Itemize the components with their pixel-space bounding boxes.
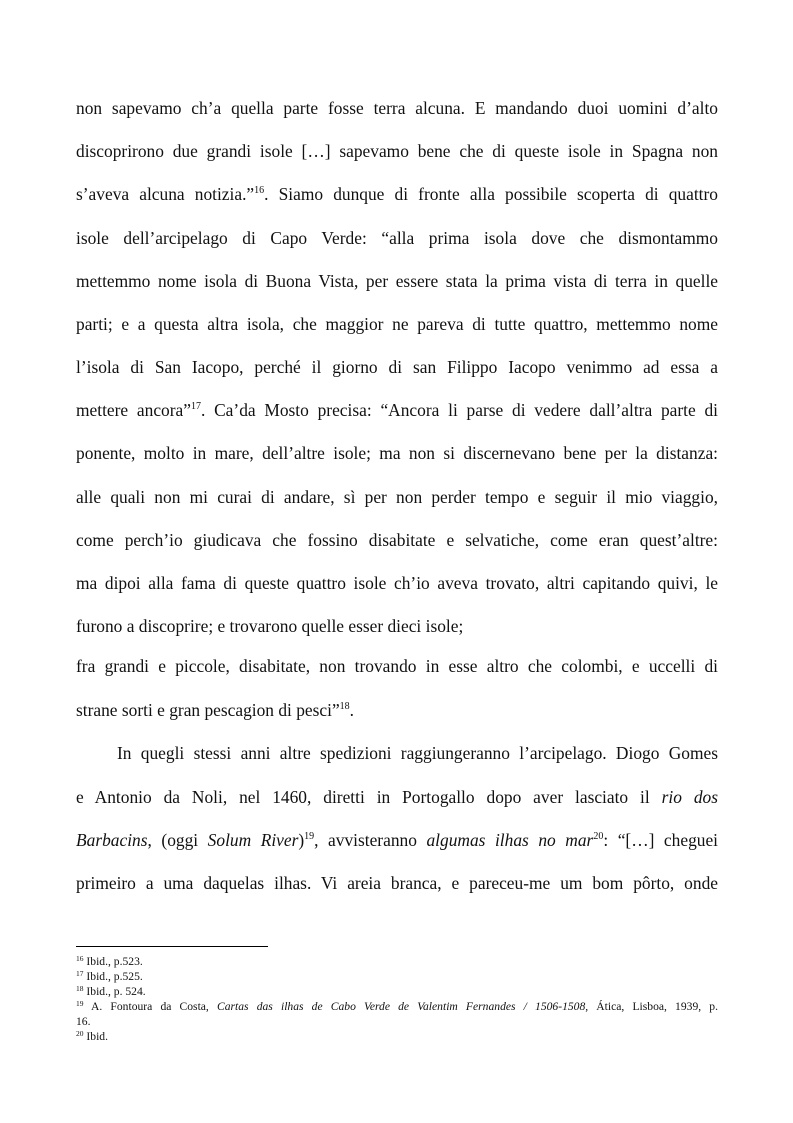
body-line-11 bbox=[76, 529, 718, 551]
line-10-text: alle quali non mi curai di andare, sì per non perder tempo e seguir il mio viaggio, bbox=[76, 487, 718, 507]
line-18-text-d: : “[…] cheguei bbox=[603, 830, 719, 850]
body-line-7 bbox=[76, 356, 718, 378]
footnote-text-18: Ibid., p. 524. bbox=[86, 985, 146, 998]
footnote-number-20: 20 bbox=[76, 1029, 84, 1038]
footnote-19 bbox=[76, 1000, 718, 1013]
line-3-text-b: . Siamo dunque di fronte alla possibile scoperta di quattro bbox=[264, 184, 718, 204]
line-1-text: non sapevamo ch’a quella parte fosse terra alcuna. E mandando duoi uomini d’alto bbox=[76, 98, 718, 118]
footnote-19-continuation bbox=[76, 1015, 718, 1028]
body-line-16 bbox=[117, 742, 718, 764]
footnote-text-19-a: A. Fontoura da Costa, bbox=[91, 1000, 209, 1013]
line-14-text: fra grandi e piccole, disabitate, non trovando in esse altro che colombi, e uccelli di bbox=[76, 656, 718, 676]
line-3-text-a: s’aveva alcuna notizia.” bbox=[76, 184, 255, 204]
footnote-ref-20[interactable]: 20 bbox=[593, 831, 604, 842]
line-19-text: primeiro a uma daquelas ilhas. Vi areia branca, e pareceu-me um bom pôrto, onde bbox=[76, 873, 718, 893]
footnote-separator bbox=[76, 946, 268, 947]
line-12-text: ma dipoi alla fama di queste quattro isole ch’io aveva trovato, altri capitando quivi, le bbox=[76, 573, 718, 593]
footnote-18 bbox=[76, 985, 718, 998]
italic-algumas-ilhas: algumas ilhas no mar bbox=[426, 830, 594, 850]
italic-solum-river: Solum River bbox=[207, 830, 299, 850]
line-16-text: In quegli stessi anni altre spedizioni raggiungeranno l’arcipelago. Diogo Gomes bbox=[117, 743, 718, 763]
footnote-ref-17[interactable]: 17 bbox=[190, 401, 201, 412]
footnote-ref-19[interactable]: 19 bbox=[304, 831, 315, 842]
footnote-16 bbox=[76, 955, 718, 968]
body-line-14 bbox=[76, 655, 718, 677]
body-line-9 bbox=[76, 442, 718, 464]
body-line-17 bbox=[76, 786, 718, 808]
footnote-text-20: Ibid. bbox=[86, 1030, 108, 1043]
footnote-20 bbox=[76, 1030, 718, 1043]
footnote-number-18: 18 bbox=[76, 984, 84, 993]
body-line-1 bbox=[76, 97, 718, 119]
body-line-4 bbox=[76, 227, 718, 249]
footnote-number-19: 19 bbox=[76, 999, 84, 1008]
line-18-text-a: , (oggi bbox=[147, 830, 199, 850]
line-6-text: parti; e a questa altra isola, che maggior ne pareva di tutte quattro, mettemmo nome bbox=[76, 314, 718, 334]
body-line-15 bbox=[76, 699, 718, 721]
footnote-italic-title-19: Cartas das ilhas de Cabo Verde de Valentim Fernandes / 1506-1508 bbox=[217, 1000, 586, 1013]
body-line-19 bbox=[76, 872, 718, 894]
body-line-3 bbox=[76, 183, 718, 205]
line-17-text-a: e Antonio da Noli, nel 1460, diretti in Portogallo dopo aver lasciato il bbox=[76, 787, 650, 807]
body-line-13 bbox=[76, 615, 718, 637]
footnote-text-19-b: , Ática, Lisboa, 1939, p. bbox=[585, 1000, 718, 1013]
line-5-text: mettemmo nome isola di Buona Vista, per essere stata la prima vista di terra in quelle bbox=[76, 271, 718, 291]
footnote-ref-18[interactable]: 18 bbox=[339, 701, 350, 712]
body-line-12 bbox=[76, 572, 718, 594]
body-line-2 bbox=[76, 140, 718, 162]
body-line-6 bbox=[76, 313, 718, 335]
footnote-text-19-c: 16. bbox=[76, 1015, 91, 1028]
line-18-text-c: , avvisteranno bbox=[314, 830, 417, 850]
line-8-text-a: mettere ancora” bbox=[76, 400, 191, 420]
body-line-10 bbox=[76, 486, 718, 508]
line-2-text: discoprirono due grandi isole […] sapevamo bene che di queste isole in Spagna non bbox=[76, 141, 718, 161]
italic-barbacins: Barbacins bbox=[76, 830, 148, 850]
line-13-text: furono a discoprire; e trovarono quelle esser dieci isole; bbox=[76, 616, 464, 636]
line-15-text-a: strane sorti e gran pescagion di pesci” bbox=[76, 700, 340, 720]
line-11-text: come perch’io giudicava che fossino disabitate e selvatiche, come eran quest’altre: bbox=[76, 530, 718, 550]
footnote-17 bbox=[76, 970, 718, 983]
line-9-text: ponente, molto in mare, dell’altre isole; ma non si discernevano bene per la distanza: bbox=[76, 443, 718, 463]
line-15-text-b: . bbox=[349, 700, 355, 720]
footnote-number-16: 16 bbox=[76, 954, 84, 963]
body-line-8 bbox=[76, 399, 718, 421]
footnote-number-17: 17 bbox=[76, 969, 84, 978]
body-line-18 bbox=[76, 829, 718, 851]
line-7-text: l’isola di San Iacopo, perché il giorno di san Filippo Iacopo venimmo ad essa a bbox=[76, 357, 718, 377]
footnote-ref-16[interactable]: 16 bbox=[254, 185, 265, 196]
body-line-5 bbox=[76, 270, 718, 292]
line-4-text: isole dell’arcipelago di Capo Verde: “alla prima isola dove che dismontammo bbox=[76, 228, 718, 248]
line-18-text-b: ) bbox=[298, 830, 305, 850]
footnote-text-17: Ibid., p.525. bbox=[86, 970, 143, 983]
footnote-text-16: Ibid., p.523. bbox=[86, 955, 143, 968]
italic-rio-dos: rio dos bbox=[661, 787, 718, 807]
line-8-text-b: . Ca’da Mosto precisa: “Ancora li parse di vedere dall’altra parte di bbox=[200, 400, 718, 420]
